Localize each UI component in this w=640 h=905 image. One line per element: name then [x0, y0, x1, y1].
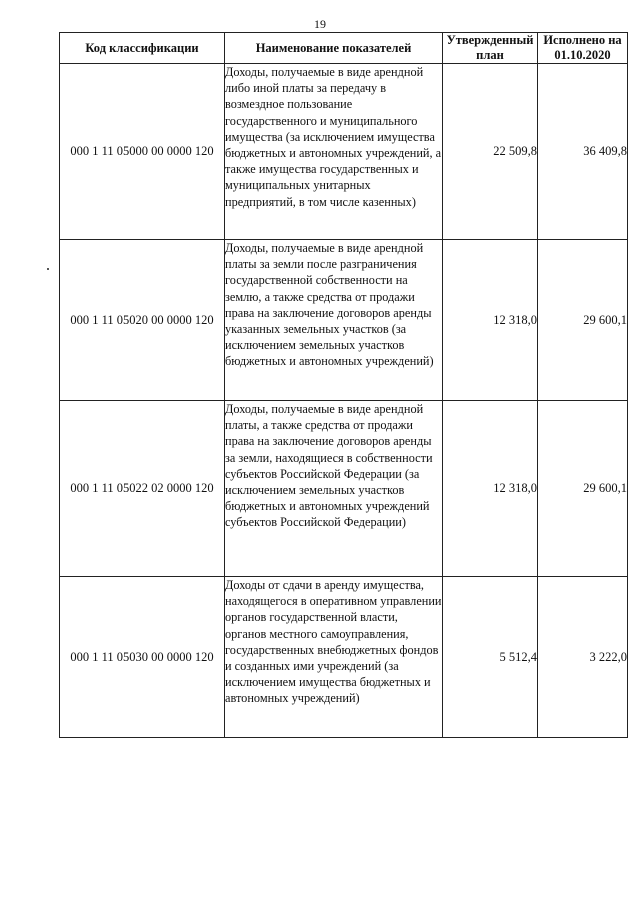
row-name: Доходы от сдачи в аренду имущества, находящегося в оперативном управлении органов государственной власти, органов местного самоуправления, государственных внебюджетных фондов и созданных ими учреждений (за исключением имущества бюджетных и автономных учреждений)	[225, 577, 443, 738]
table-row	[60, 577, 628, 738]
header-code: Код классификации	[60, 33, 225, 64]
header-name: Наименование показателей	[225, 33, 443, 64]
row-executed: 29 600,1	[538, 401, 628, 577]
row-plan: 12 318,0	[443, 401, 538, 577]
table-header-row	[60, 33, 628, 64]
scan-speck	[47, 268, 49, 270]
row-code: 000 1 11 05022 02 0000 120	[60, 401, 225, 577]
page-number: 19	[314, 17, 326, 31]
row-plan: 5 512,4	[443, 577, 538, 738]
row-name: Доходы, получаемые в виде арендной платы, а также средства от продажи права на заключение договоров аренды за земли, находящиеся в собственности субъектов Российской Федерации (за исключением земельных участков бюджетных и автономных учреждений субъектов Российской Федерации)	[225, 401, 443, 577]
table-row	[60, 64, 628, 240]
row-executed: 3 222,0	[538, 577, 628, 738]
budget-table	[59, 32, 628, 738]
row-name: Доходы, получаемые в виде арендной платы за земли после разграничения государственной собственности на землю, а также средства от продажи права на заключение договоров аренды указанных земельных участков (за исключением земельных участков бюджетных и автономных учреждений)	[225, 240, 443, 401]
row-executed: 29 600,1	[538, 240, 628, 401]
row-code: 000 1 11 05000 00 0000 120	[60, 64, 225, 240]
header-plan: Утвержденный план	[443, 33, 538, 64]
row-plan: 12 318,0	[443, 240, 538, 401]
row-name: Доходы, получаемые в виде арендной либо иной платы за передачу в возмездное пользование государственного и муниципального имущества (за исключением имущества бюджетных и автономных учреждений, а также имущества государственных и муниципальных унитарных предприятий, в том числе казенных)	[225, 64, 443, 240]
table-row	[60, 240, 628, 401]
row-executed: 36 409,8	[538, 64, 628, 240]
header-executed: Исполнено на 01.10.2020	[538, 33, 628, 64]
row-code: 000 1 11 05030 00 0000 120	[60, 577, 225, 738]
row-code: 000 1 11 05020 00 0000 120	[60, 240, 225, 401]
row-plan: 22 509,8	[443, 64, 538, 240]
table-row	[60, 401, 628, 577]
